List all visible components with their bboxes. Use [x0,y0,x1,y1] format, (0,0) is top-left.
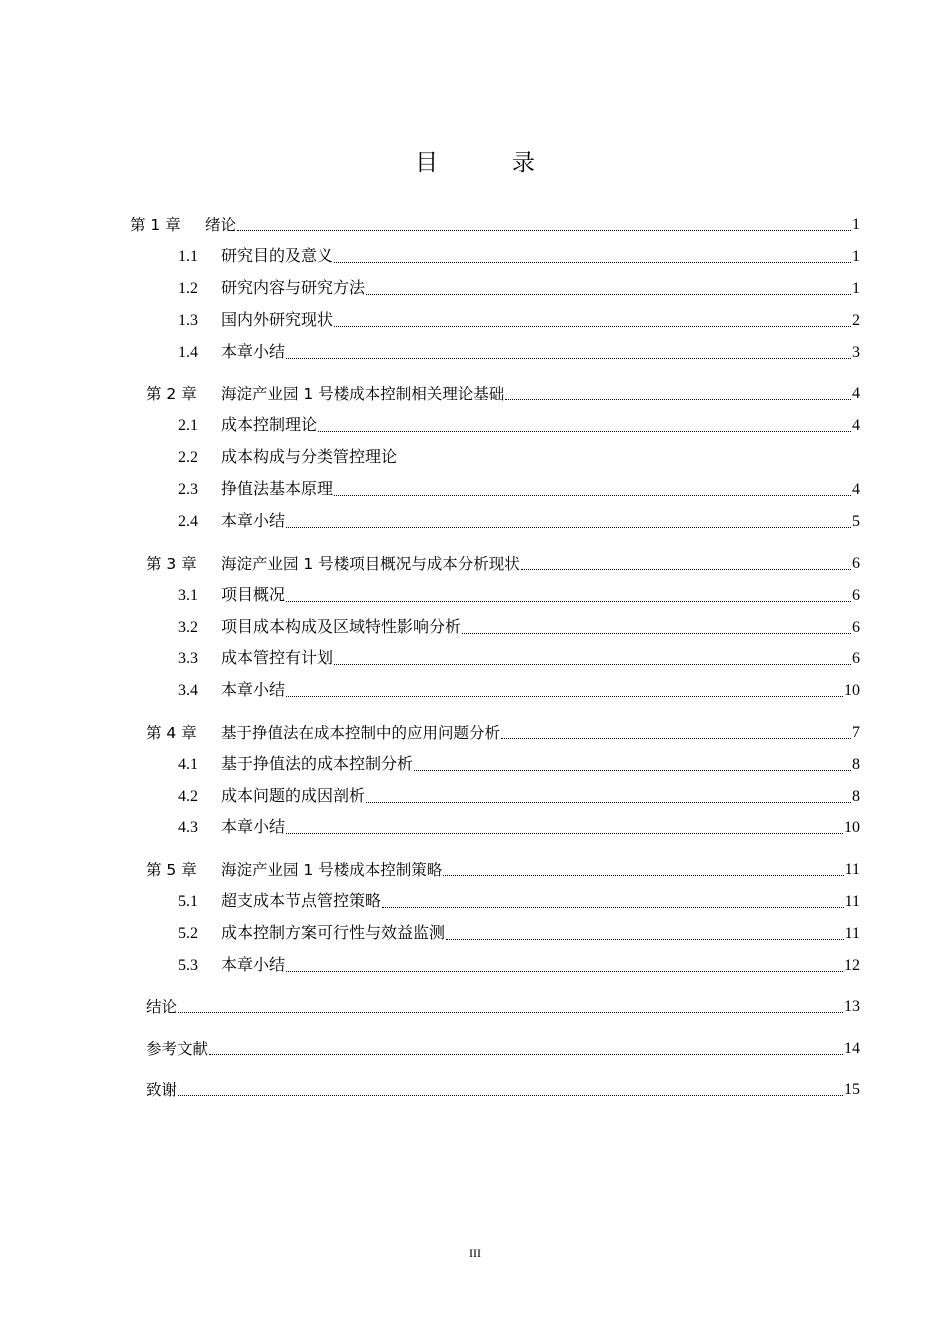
dot-leader [366,294,851,295]
dot-leader [334,262,851,263]
dot-leader [286,696,843,697]
toc-entry-title: 基于挣值法在成本控制中的应用问题分析 [221,724,501,742]
toc-entry-title: 致谢 [146,1081,178,1099]
toc-entry-title: 研究内容与研究方法 [221,280,366,297]
toc-entry-title: 项目成本构成及区域特性影响分析 [221,619,462,636]
toc-entry-number: 2.1 [178,417,198,434]
toc-entry-number: 2.2 [178,449,198,466]
toc-entry-title: 成本管控有计划 [221,650,334,667]
toc-entry-section-2-3[interactable] [178,479,860,501]
toc-entry-acknowledgements[interactable] [146,1079,860,1101]
toc-entry-title: 超支成本节点管控策略 [221,893,382,910]
dot-leader [334,326,851,327]
toc-entry-page: 8 [852,788,860,805]
toc-entry-page: 13 [844,998,860,1015]
dot-leader [443,875,843,876]
toc-entry-section-4-1[interactable] [178,754,860,776]
toc-entry-chapter-2[interactable] [146,383,860,405]
toc-entry-page: 5 [852,513,860,530]
dot-leader [505,399,851,400]
toc-entry-number: 第 4 章 [146,724,197,742]
toc-entry-section-2-4[interactable] [178,511,860,533]
toc-entry-page: 11 [844,925,860,942]
toc-entry-number: 2.3 [178,481,198,498]
toc-entry-title: 研究目的及意义 [221,248,334,265]
toc-entry-chapter-1[interactable] [130,214,860,236]
dot-leader [209,1054,843,1055]
toc-entry-section-1-4[interactable] [178,342,860,364]
toc-entry-page: 6 [852,587,860,604]
dot-leader [414,770,851,771]
dot-leader [237,230,851,231]
page-number: III [469,1246,481,1260]
page-title: 目 录 [415,150,569,175]
toc-entry-title: 本章小结 [221,513,286,530]
toc-entry-number: 3.3 [178,650,198,667]
toc-entry-number: 第 3 章 [146,555,197,573]
toc-entry-title: 绪论 [205,216,237,234]
toc-entry-number: 2.4 [178,513,198,530]
dot-leader [286,971,843,972]
toc-entry-number: 3.1 [178,587,198,604]
toc-entry-title: 国内外研究现状 [221,312,334,329]
toc-entry-page: 15 [844,1081,860,1098]
toc-entry-title: 结论 [146,998,178,1016]
toc-entry-section-5-3[interactable] [178,955,860,977]
toc-entry-page: 11 [844,861,860,878]
toc-entry-title: 项目概况 [221,587,286,604]
toc-entry-references[interactable] [146,1038,860,1060]
toc-entry-title: 成本控制理论 [221,417,318,434]
toc-entry-number: 1.1 [178,248,198,265]
dot-leader [501,738,851,739]
toc-entry-number: 1.4 [178,344,198,361]
toc-entry-page: 1 [852,280,860,297]
toc-entry-number: 第 2 章 [146,385,197,403]
toc-entry-page: 4 [852,385,860,402]
toc-entry-section-5-1[interactable] [178,891,860,913]
toc-entry-page: 6 [852,555,860,572]
toc-entry-number: 5.3 [178,957,198,974]
toc-entry-title: 本章小结 [221,344,286,361]
toc-entry-chapter-5[interactable] [146,859,860,881]
dot-leader [446,939,844,940]
toc-entry-section-1-3[interactable] [178,310,860,332]
toc-entry-title: 成本控制方案可行性与效益监测 [221,925,446,942]
toc-entry-section-3-2[interactable] [178,617,860,639]
toc-entry-page: 3 [852,344,860,361]
toc-entry-section-2-1[interactable] [178,415,860,437]
toc-entry-number: 3.4 [178,682,198,699]
dot-leader [334,664,851,665]
dot-leader [286,527,851,528]
toc-entry-number: 第 1 章 [130,216,181,234]
dot-leader [334,495,851,496]
toc-entry-title: 海淀产业园 1 号楼项目概况与成本分析现状 [221,555,520,573]
dot-leader [366,802,851,803]
toc-entry-chapter-4[interactable] [146,722,860,744]
toc-entry-section-2-2[interactable] [178,447,860,469]
toc-entry-page: 11 [844,893,860,910]
dot-leader [286,833,843,834]
toc-entry-number: 1.2 [178,280,198,297]
toc-entry-title: 挣值法基本原理 [221,481,334,498]
toc-entry-section-3-4[interactable] [178,680,860,702]
toc-entry-title: 海淀产业园 1 号楼成本控制相关理论基础 [221,385,505,403]
toc-entry-section-4-2[interactable] [178,786,860,808]
toc-entry-title: 本章小结 [221,819,286,836]
toc-entry-title: 参考文献 [146,1040,209,1058]
toc-entry-number: 4.1 [178,756,198,773]
toc-entry-section-4-3[interactable] [178,817,860,839]
toc-entry-number: 4.2 [178,788,198,805]
toc-entry-page: 4 [852,417,860,434]
toc-entry-page: 6 [852,650,860,667]
toc-entry-number: 3.2 [178,619,198,636]
toc-entry-section-1-2[interactable] [178,278,860,300]
toc-entry-page: 1 [852,248,860,265]
toc-entry-number: 5.1 [178,893,198,910]
toc-entry-title: 本章小结 [221,957,286,974]
toc-entry-chapter-3[interactable] [146,553,860,575]
toc-entry-number: 第 5 章 [146,861,197,879]
toc-entry-page: 7 [852,724,860,741]
dot-leader [521,569,851,570]
toc-entry-title: 成本问题的成因剖析 [221,788,366,805]
dot-leader [178,1012,843,1013]
dot-leader [382,907,844,908]
toc-entry-page: 10 [844,819,860,836]
toc-entry-page: 1 [852,216,860,233]
toc-entry-conclusion[interactable] [146,996,860,1018]
toc-entry-page: 14 [844,1040,860,1057]
toc-entry-section-5-2[interactable] [178,923,860,945]
toc-entry-page: 2 [852,312,860,329]
toc-entry-page: 12 [844,957,860,974]
dot-leader [286,601,851,602]
toc-entry-title: 基于挣值法的成本控制分析 [221,756,414,773]
dot-leader [178,1095,843,1096]
toc-entry-section-3-3[interactable] [178,648,860,670]
toc-entry-page: 6 [852,619,860,636]
dot-leader [286,358,851,359]
toc-entry-section-1-1[interactable] [178,246,860,268]
toc-entry-page: 8 [852,756,860,773]
dot-leader [318,431,851,432]
toc-entry-title: 成本构成与分类管控理论 [221,449,398,466]
toc-entry-title: 海淀产业园 1 号楼成本控制策略 [221,861,443,879]
toc-entry-number: 4.3 [178,819,198,836]
toc-entry-title: 本章小结 [221,682,286,699]
toc-entry-section-3-1[interactable] [178,585,860,607]
toc-entry-page: 4 [852,481,860,498]
dot-leader [462,633,851,634]
toc-entry-page: 10 [844,682,860,699]
toc-entry-number: 1.3 [178,312,198,329]
toc-entry-number: 5.2 [178,925,198,942]
